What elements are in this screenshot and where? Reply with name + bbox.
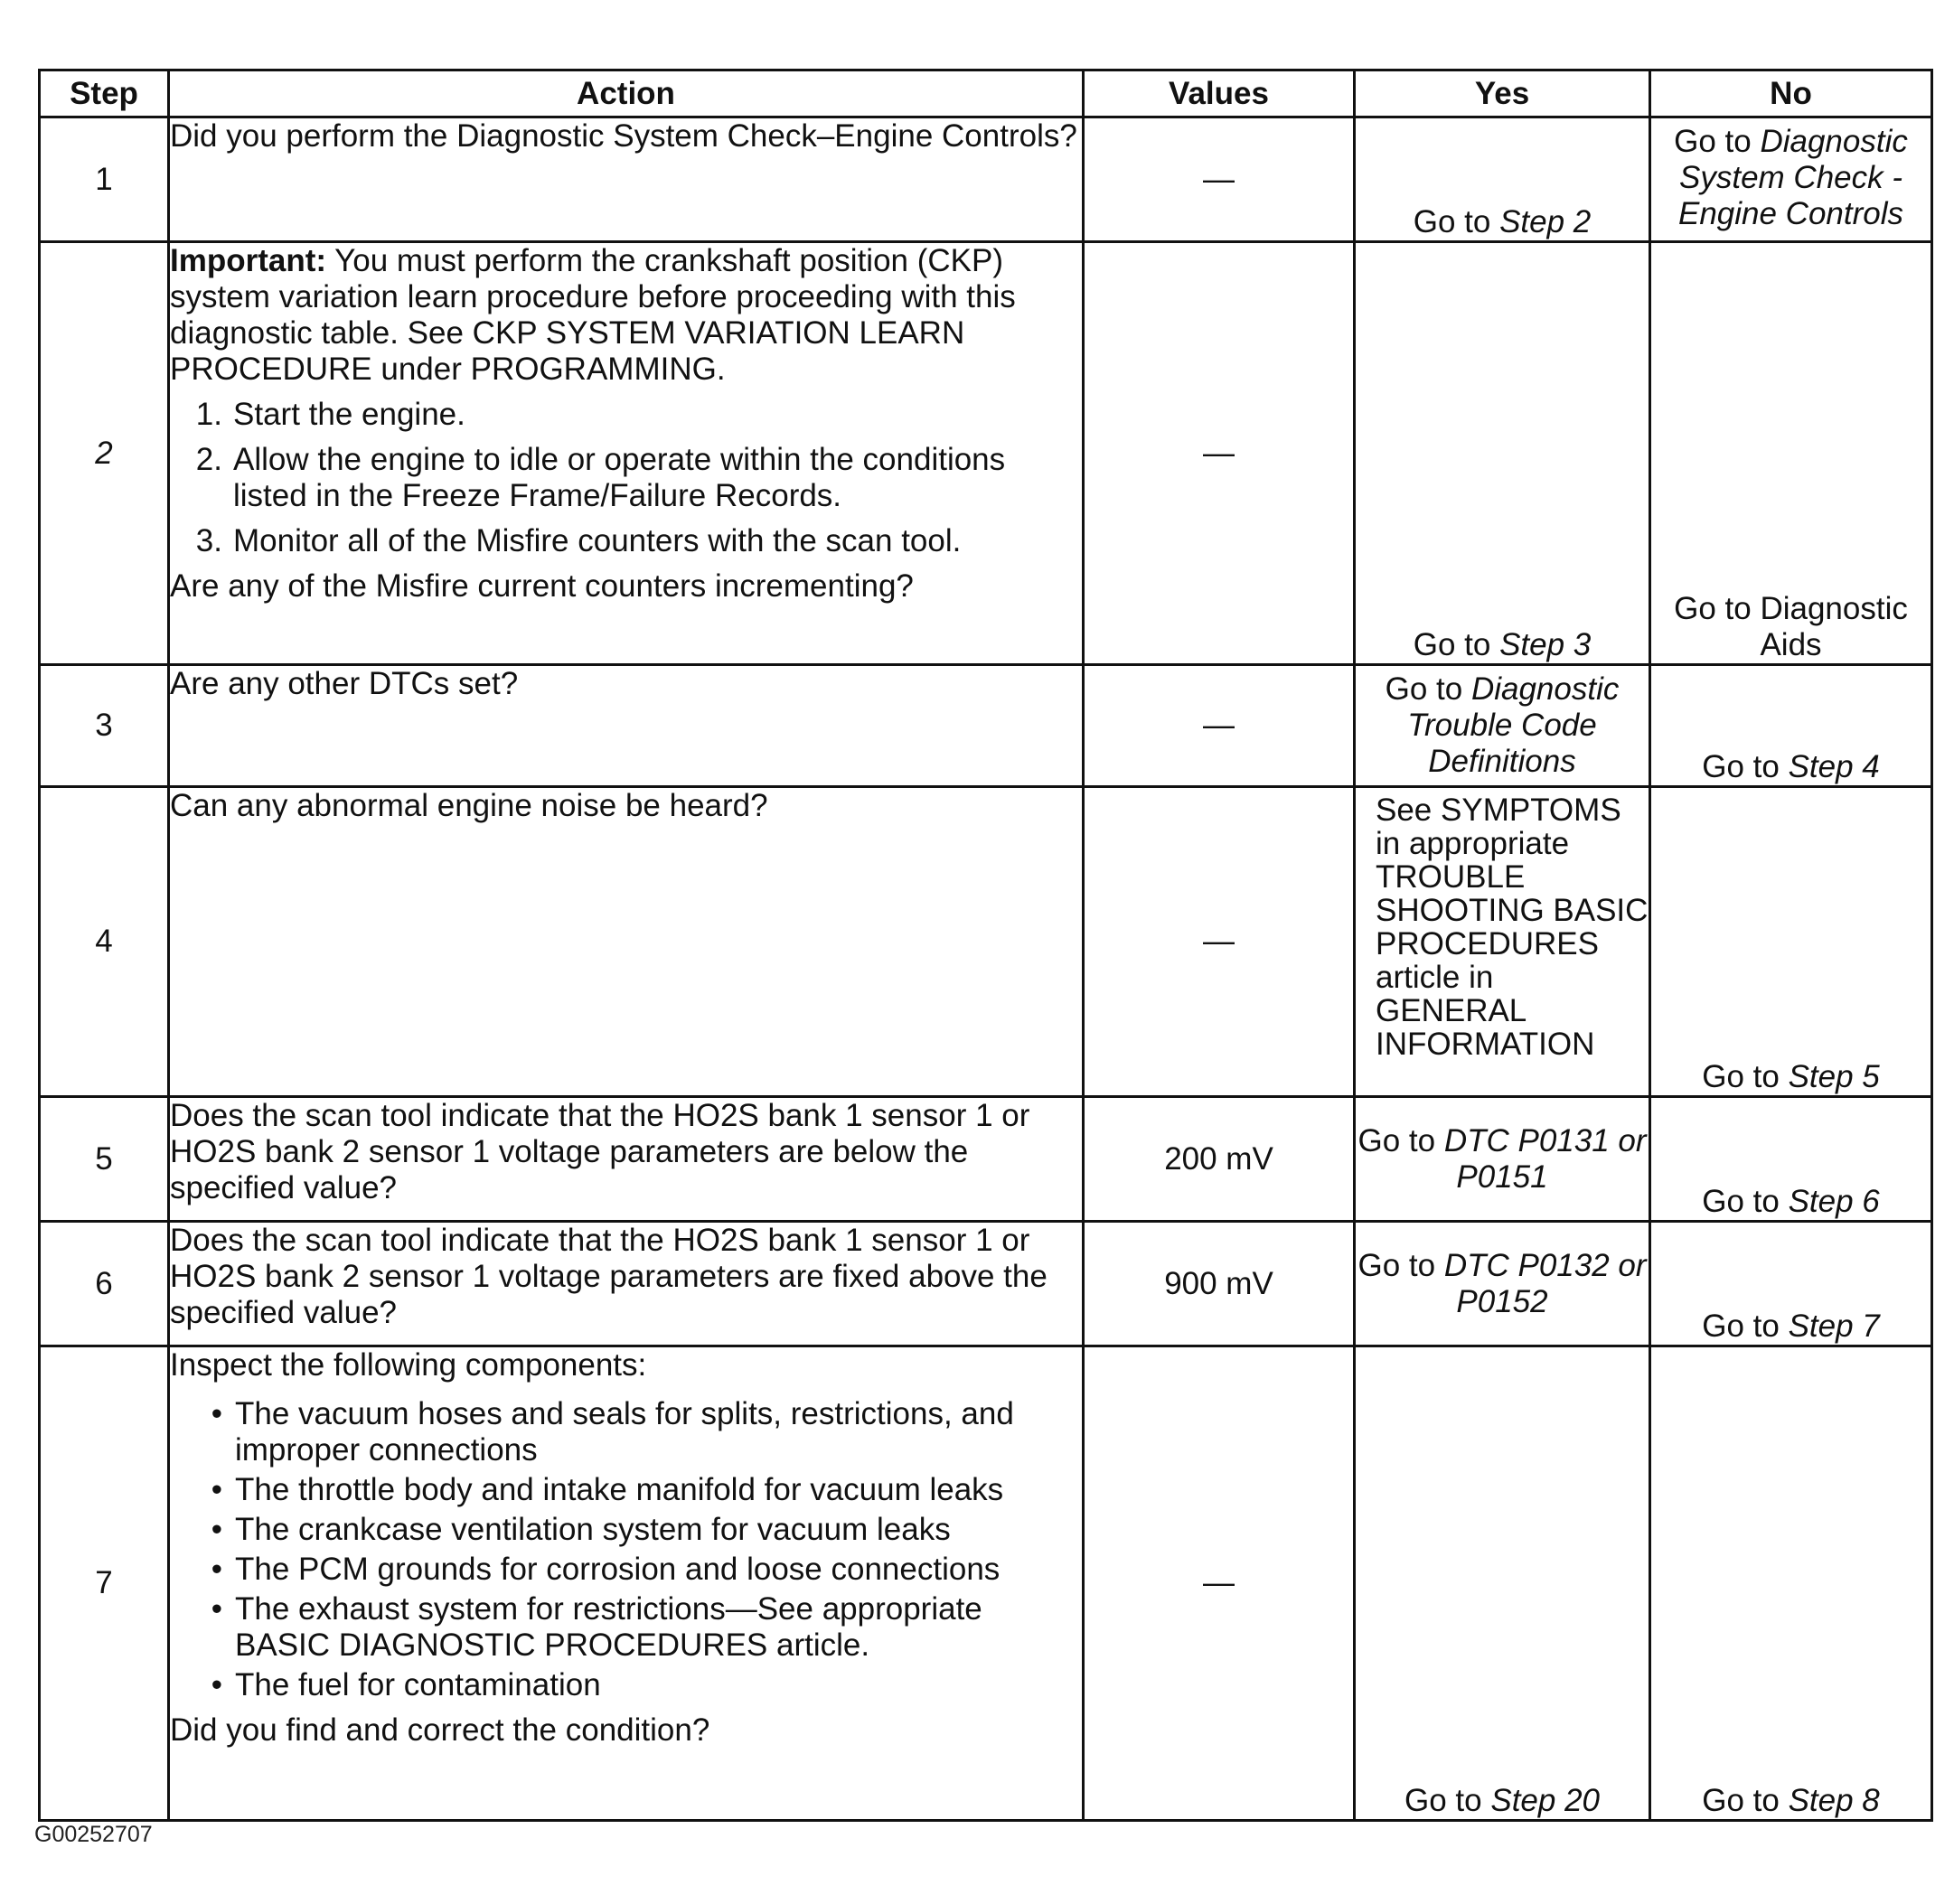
bullet: • xyxy=(211,1667,222,1702)
yes-text: See SYMPTOMS in appropriate TROUBLE SHOOTING BASIC PROCEDURES article in GENERAL INFORMATION xyxy=(1376,793,1649,1062)
bullet: • xyxy=(211,1512,222,1547)
yes-cell xyxy=(1355,1097,1650,1222)
list-item xyxy=(170,1667,1082,1703)
action-question: Did you perform the Diagnostic System Check–Engine Controls? xyxy=(170,118,1077,154)
action-text xyxy=(169,787,1084,1097)
value-cell: — xyxy=(1084,117,1355,242)
list-item xyxy=(170,1552,1082,1588)
no-link[interactable]: Go to Diagnostic Aids xyxy=(1674,591,1908,662)
no-link[interactable]: Step 5 xyxy=(1788,1059,1880,1094)
step-number: 1 xyxy=(40,117,169,242)
no-cell xyxy=(1650,1222,1932,1346)
list-item xyxy=(170,397,1082,433)
step-number: 4 xyxy=(40,787,169,1097)
yes-prefix: Go to xyxy=(1357,1247,1436,1283)
action-question: Does the scan tool indicate that the HO2S bank 1 sensor 1 or HO2S bank 2 sensor 1 voltage parameters are fixed above the specified value? xyxy=(170,1223,1047,1330)
bullet: • xyxy=(211,1552,222,1587)
figure-id: G00252707 xyxy=(34,1822,153,1847)
step-number: 6 xyxy=(40,1222,169,1346)
list-item xyxy=(170,1512,1082,1548)
value-cell: 900 mV xyxy=(1084,1222,1355,1346)
list-item xyxy=(170,1472,1082,1508)
yes-link[interactable]: Step 2 xyxy=(1499,204,1592,239)
yes-prefix: Go to xyxy=(1413,627,1491,662)
table-row xyxy=(40,787,1932,1097)
step-number: 2 xyxy=(40,242,169,665)
step-number: 3 xyxy=(40,665,169,787)
important-text: You must perform the crankshaft position (CKP) system variation learn procedure before proceeding with this diagnostic table. See CKP SYSTEM VARIATION LEARN PROCEDURE under PROGRAMMING. xyxy=(170,243,1016,387)
action-text xyxy=(169,1346,1084,1821)
list-text: The throttle body and intake manifold for vacuum leaks xyxy=(235,1472,1004,1507)
no-link[interactable]: Step 8 xyxy=(1788,1783,1880,1818)
yes-cell xyxy=(1355,665,1650,787)
header-yes: Yes xyxy=(1355,70,1650,117)
bullet: • xyxy=(211,1396,222,1431)
no-cell xyxy=(1650,1346,1932,1821)
no-link[interactable]: Step 6 xyxy=(1788,1184,1880,1219)
step-number: 7 xyxy=(40,1346,169,1821)
no-prefix: Go to xyxy=(1702,749,1780,784)
header-row xyxy=(40,70,1932,117)
no-cell xyxy=(1650,242,1932,665)
action-text xyxy=(169,242,1084,665)
list-text: Start the engine. xyxy=(233,397,465,432)
list-text: The crankcase ventilation system for vacuum leaks xyxy=(235,1512,951,1547)
list-item xyxy=(170,442,1082,514)
value-cell: — xyxy=(1084,1346,1355,1821)
yes-link[interactable]: Diagnostic Trouble Code Definitions xyxy=(1407,671,1620,779)
action-question: Did you find and correct the condition? xyxy=(170,1712,710,1748)
table-row xyxy=(40,242,1932,665)
action-text xyxy=(169,1222,1084,1346)
bullet: • xyxy=(211,1472,222,1507)
list-text: Allow the engine to idle or operate within the conditions listed in the Freeze Frame/Failure Records. xyxy=(233,442,1006,513)
no-prefix: Go to xyxy=(1702,1783,1780,1818)
list-text: The vacuum hoses and seals for splits, restrictions, and improper connections xyxy=(235,1396,1014,1468)
action-text xyxy=(169,117,1084,242)
table-row xyxy=(40,1222,1932,1346)
yes-link[interactable]: Step 20 xyxy=(1490,1783,1600,1818)
action-question: Are any other DTCs set? xyxy=(170,666,519,701)
yes-prefix: Go to xyxy=(1413,204,1491,239)
no-cell xyxy=(1650,665,1932,787)
value-cell: 200 mV xyxy=(1084,1097,1355,1222)
table-row xyxy=(40,117,1932,242)
yes-cell xyxy=(1355,1346,1650,1821)
table-row xyxy=(40,1346,1932,1821)
no-prefix: Go to xyxy=(1674,124,1752,159)
list-text: The PCM grounds for corrosion and loose connections xyxy=(235,1552,1000,1587)
list-item xyxy=(170,1591,1082,1664)
yes-prefix: Go to xyxy=(1385,671,1463,707)
yes-link[interactable]: Step 3 xyxy=(1499,627,1592,662)
value-cell: — xyxy=(1084,787,1355,1097)
no-cell xyxy=(1650,787,1932,1097)
no-cell xyxy=(1650,117,1932,242)
no-link[interactable]: Step 7 xyxy=(1788,1308,1880,1344)
yes-prefix: Go to xyxy=(1404,1783,1482,1818)
header-values: Values xyxy=(1084,70,1355,117)
action-question: Does the scan tool indicate that the HO2S bank 1 sensor 1 or HO2S bank 2 sensor 1 voltage parameters are below the specified value? xyxy=(170,1098,1030,1205)
no-prefix: Go to xyxy=(1702,1184,1780,1219)
diagnostic-table xyxy=(38,69,1933,1822)
yes-link[interactable]: DTC P0132 or P0152 xyxy=(1443,1247,1647,1319)
yes-cell xyxy=(1355,242,1650,665)
no-cell xyxy=(1650,1097,1932,1222)
value-cell: — xyxy=(1084,665,1355,787)
action-question: Are any of the Misfire current counters incrementing? xyxy=(170,568,914,604)
list-text: Monitor all of the Misfire counters with the scan tool. xyxy=(233,523,962,558)
table-row xyxy=(40,665,1932,787)
list-item xyxy=(170,1396,1082,1468)
bullet: • xyxy=(211,1591,222,1627)
important-label: Important: xyxy=(170,243,327,278)
no-link[interactable]: Step 4 xyxy=(1788,749,1880,784)
action-question: Can any abnormal engine noise be heard? xyxy=(170,788,768,823)
table-row xyxy=(40,1097,1932,1222)
no-link[interactable]: Diagnostic System Check - Engine Controls xyxy=(1677,124,1908,231)
yes-link[interactable]: DTC P0131 or P0151 xyxy=(1443,1122,1647,1195)
yes-cell xyxy=(1355,787,1650,1097)
bullet-list xyxy=(170,1396,1082,1703)
list-text: The exhaust system for restrictions—See appropriate BASIC DIAGNOSTIC PROCEDURES article. xyxy=(235,1591,982,1663)
value-cell: — xyxy=(1084,242,1355,665)
list-item xyxy=(170,523,1082,559)
list-text: The fuel for contamination xyxy=(235,1667,601,1702)
yes-cell xyxy=(1355,117,1650,242)
action-text xyxy=(169,1097,1084,1222)
header-no: No xyxy=(1650,70,1932,117)
header-step: Step xyxy=(40,70,169,117)
yes-cell xyxy=(1355,1222,1650,1346)
list-number: 1. xyxy=(195,397,222,432)
action-text xyxy=(169,665,1084,787)
no-prefix: Go to xyxy=(1702,1308,1780,1344)
header-action: Action xyxy=(169,70,1084,117)
no-prefix: Go to xyxy=(1702,1059,1780,1094)
list-number: 3. xyxy=(195,523,222,558)
step-number: 5 xyxy=(40,1097,169,1222)
action-intro: Inspect the following components: xyxy=(170,1347,647,1383)
list-number: 2. xyxy=(195,442,222,477)
yes-prefix: Go to xyxy=(1357,1122,1436,1158)
